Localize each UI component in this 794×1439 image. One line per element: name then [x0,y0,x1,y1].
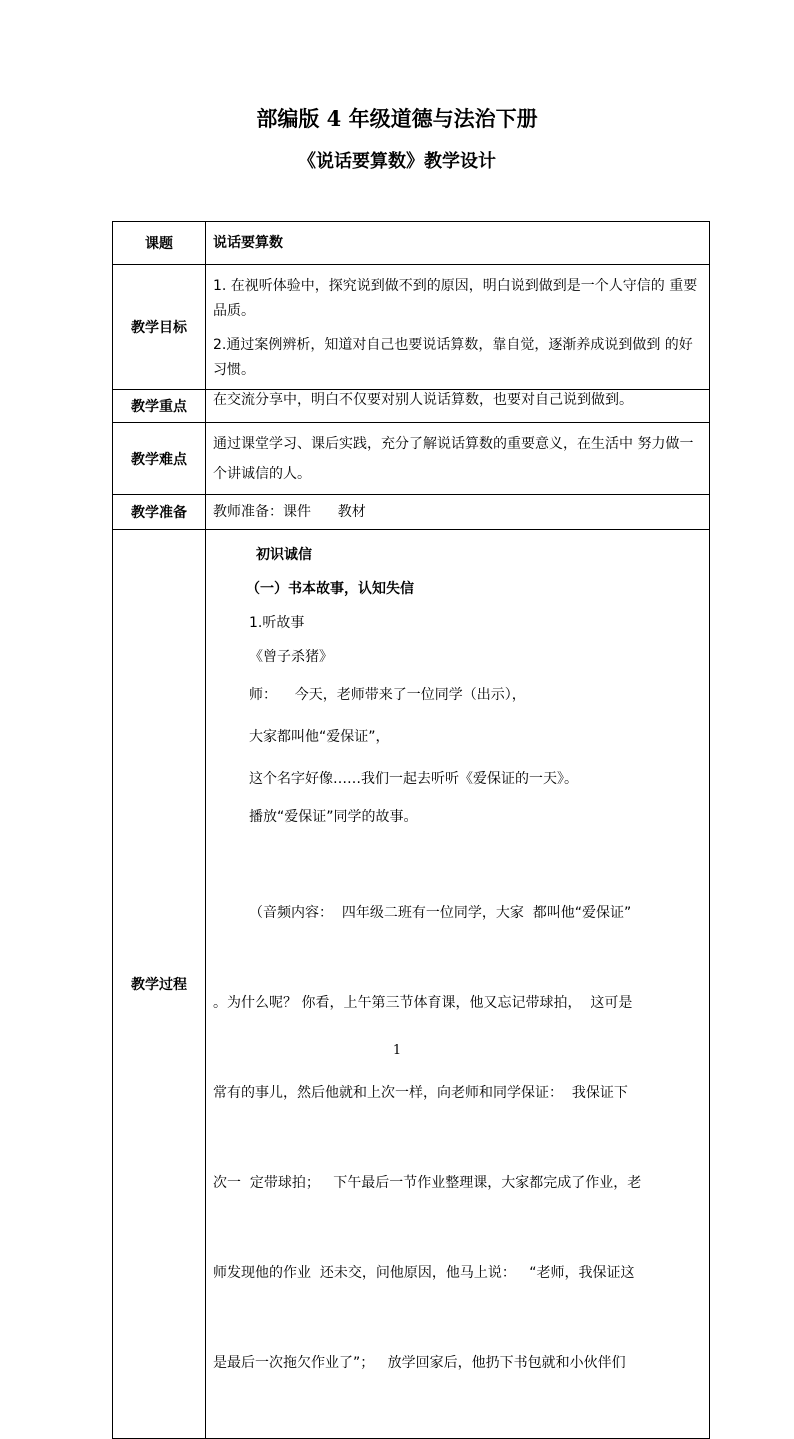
row-goals [113,265,710,390]
value-keypoint: 在交流分享中，明白不仅要对别人说话算数，也要对自己说到做到。 [206,390,710,423]
value-difficulty: 通过课堂学习、课后实践，充分了解说话算数的重要意义，在生活中 努力做一个讲诚信的人。 [206,423,710,495]
audio-line: 是最后一次拖欠作业了”； 放学回家后，他扔下书包就和小伙伴们 [213,1355,626,1371]
process-step: 1.听故事 [249,615,305,631]
document-subtitle: 《说话要算数》教学设计 [298,151,496,172]
audio-line: 次一 定带球拍； 下午最后一节作业整理课，大家都完成了作业，老 [213,1175,642,1191]
row-prep [113,495,710,530]
process-line-3: 这个名字好像……我们一起去听听《爱保证的一天》。 [249,771,578,787]
value-course: 说话要算数 [206,222,710,265]
audio-content [213,838,701,1438]
story-title: 《曾子杀猪》 [249,649,333,665]
process-line-4: 播放“爱保证”同学的故事。 [249,809,418,825]
document-title: 部编版 4 年级道德与法治下册 [256,106,538,131]
row-keypoint [113,390,710,423]
audio-line: 常有的事儿，然后他就和上次一样，向老师和同学保证： 我保证下 [213,1085,628,1101]
label-difficulty: 教学难点 [113,423,206,495]
value-process [206,530,710,1439]
label-prep: 教学准备 [113,495,206,530]
page-number: 1 [392,1043,402,1058]
value-goals [206,265,710,390]
audio-line: （音频内容： 四年级二班有一位同学，大家 都叫他“爱保证” [249,905,632,921]
process-line-1: 师： 今天，老师带来了一位同学（出示）， [249,687,526,703]
label-keypoint: 教学重点 [113,390,206,423]
lesson-plan-table [112,221,710,1439]
goal-item-2: 2.通过案例辨析，知道对自己也要说话算数，靠自觉，逐渐养成说到做到 的好习惯。 [213,336,693,378]
audio-line: 。为什么呢？ 你看，上午第三节体育课，他又忘记带球拍， 这可是 [213,995,633,1011]
label-process: 教学过程 [113,530,206,1439]
process-subsection: （一）书本故事，认知失信 [246,581,414,597]
row-difficulty [113,423,710,495]
value-prep: 教师准备：课件 教材 [206,495,710,530]
row-course [113,222,710,265]
audio-line: 师发现他的作业 还未交，问他原因，他马上说： “老师，我保证这 [213,1265,635,1281]
label-goals: 教学目标 [113,265,206,390]
process-line-2: 大家都叫他“爱保证”， [249,729,390,745]
goal-item-1: 1. 在视听体验中，探究说到做不到的原因，明白说到做到是一个人守信的 重要品质。 [213,277,698,319]
process-section: 初识诚信 [256,547,312,563]
label-course: 课题 [113,222,206,265]
row-process [113,530,710,1439]
